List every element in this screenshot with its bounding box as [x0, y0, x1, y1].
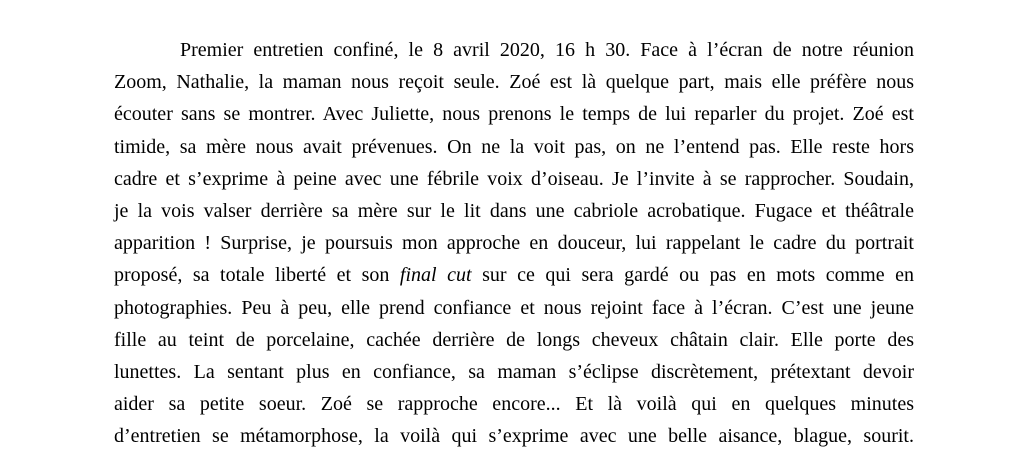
- text-line: photographies. Peu à peu, elle prend confiance et nous rejoint face à l’écran. C’est une jeune: [114, 296, 914, 319]
- text-line: cadre et s’exprime à peine avec une fébrile voix d’oiseau. Je l’invite à se rapprocher. Soudain,: [114, 167, 914, 190]
- italic-phrase: final cut: [399, 264, 472, 287]
- body-paragraph: [114, 34, 914, 452]
- text-line: apparition ! Surprise, je poursuis mon approche en douceur, lui rappelant le cadre du portrait: [114, 232, 914, 255]
- text-line-with-italic: [114, 259, 914, 291]
- text-line: je la vois valser derrière sa mère sur le lit dans une cabriole acrobatique. Fugace et théâtrale: [114, 199, 914, 222]
- text-line: écouter sans se montrer. Avec Juliette, nous prenons le temps de lui reparler du projet. Zoé est: [114, 103, 914, 126]
- text-segment: proposé, sa totale liberté et son: [114, 264, 400, 287]
- text-line: timide, sa mère nous avait prévenues. On ne la voit pas, on ne l’entend pas. Elle reste hors: [114, 135, 914, 158]
- text-line: aider sa petite soeur. Zoé se rapproche encore... Et là voilà qui en quelques minutes: [114, 393, 914, 416]
- text-line: fille au teint de porcelaine, cachée derrière de longs cheveux châtain clair. Elle porte des: [114, 328, 914, 351]
- text-line: Premier entretien confiné, le 8 avril 2020, 16 h 30. Face à l’écran de notre réunion: [180, 39, 914, 61]
- text-segment: sur ce qui sera gardé ou pas en mots comme en: [471, 264, 914, 287]
- text-line: d’entretien se métamorphose, la voilà qui s’exprime avec une belle aisance, blague, sourit.: [114, 425, 914, 448]
- text-line: Zoom, Nathalie, la maman nous reçoit seule. Zoé est là quelque part, mais elle préfère nous: [114, 71, 914, 94]
- text-line: lunettes. La sentant plus en confiance, sa maman s’éclipse discrètement, prétextant devoir: [114, 360, 914, 383]
